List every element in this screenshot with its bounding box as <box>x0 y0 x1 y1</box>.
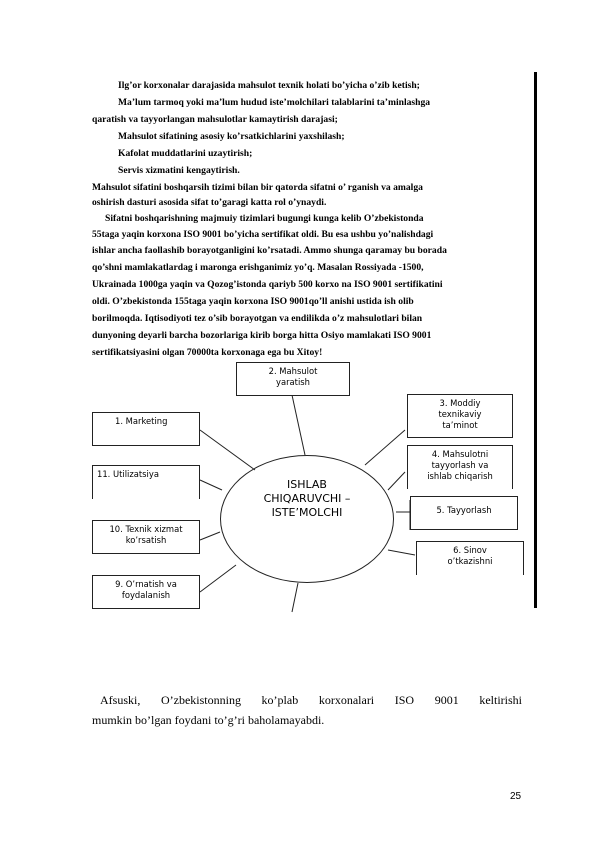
text-line: qaratish va tayyorlangan mahsulotlar kamaytirish darajasi; <box>92 114 338 125</box>
box-manufacturing: 4. Mahsulotni tayyorlash va ishlab chiqarish <box>407 445 513 489</box>
page-number: 25 <box>510 791 522 802</box>
box-preparation: 5. Tayyorlash <box>410 496 518 530</box>
text-line: Servis xizmatini kengaytirish. <box>118 165 240 176</box>
box-marketing: 1. Marketing <box>92 412 200 446</box>
box-technical-service: 10. Texnik xizmat ko’rsatish <box>92 520 200 554</box>
text-line: Ilg’or korxonalar darajasida mahsulot texnik holati bo’yicha o’zib ketish; <box>118 80 420 91</box>
body-paragraph: Afsuski, O’zbekistonning ko’plab korxonalari ISO 9001 keltirishi mumkin bo’lgan foydani to’g’ri baholamayabdi. <box>92 693 522 727</box>
text-line: Mahsulot sifatini boshqarsih tizimi bilan bir qatorda sifatni o’ rganish va amalga <box>92 182 423 193</box>
box-installation-usage: 9. O’rnatish va foydalanish <box>92 575 200 609</box>
text-line: borilmoqda. Iqtisodiyoti tez o’sib borayotgan va endilikda o’z mahsulotlari bilan <box>92 313 423 324</box>
text-line: 55taga yaqin korxona ISO 9001 bo’yicha sertifikat oldi. Bu esa ushbu yo’nalishdagi <box>92 229 434 240</box>
text-line: Kafolat muddatlarini uzaytirish; <box>118 148 253 159</box>
box-material-supply: 3. Moddiy texnikaviy ta’minot <box>407 394 513 438</box>
text-line: qo’shni mamlakatlardag i maronga erishganimiz yo’q. Masalan Rossiyada -1500, <box>92 262 424 273</box>
text-line: ishlar ancha faollashib borayotganligini ko’rsatadi. Ammo shunga qaramay bu borada <box>92 245 447 256</box>
box-testing: 6. Sinov o’tkazishni <box>416 541 524 575</box>
text-line: sertifikatsiyasini olgan 70000ta korxonaga ega bu Xitoy! <box>92 347 323 358</box>
box-product-creation: 2. Mahsulot yaratish <box>236 362 350 396</box>
box-utilization: 11. Utilizatsiya <box>92 465 200 499</box>
text-line: Ukrainada 1000ga yaqin va Qozog’istonda qariyb 500 korxo na ISO 9001 sertifikatini <box>92 279 443 290</box>
text-line: Mahsulot sifatining asosiy ko’rsatkichlarini yaxshilash; <box>118 131 345 142</box>
text-line: Ma’lum tarmoq yoki ma’lum hudud iste’molchilari talablarini ta’minlashga <box>118 97 431 108</box>
diagram-center-ellipse: ISHLAB CHIQARUVCHI – ISTE’MOLCHI <box>220 455 394 583</box>
text-line: dunyoning deyarli barcha bozorlariga kirib borga hitta Osiyo mamlakati ISO 9001 <box>92 330 432 341</box>
text-line: Sifatni boshqarishning majmuiy tizimlari bugungi kunga kelib O’zbekistonda <box>105 213 424 224</box>
text-line: oshirish dasturi asosida sifat to’garagi katta rol o’ynaydi. <box>92 197 327 208</box>
text-line: oldi. O’zbekistonda 155taga yaqin korxona ISO 9001qo’ll anishi ustida ish olib <box>92 296 414 307</box>
